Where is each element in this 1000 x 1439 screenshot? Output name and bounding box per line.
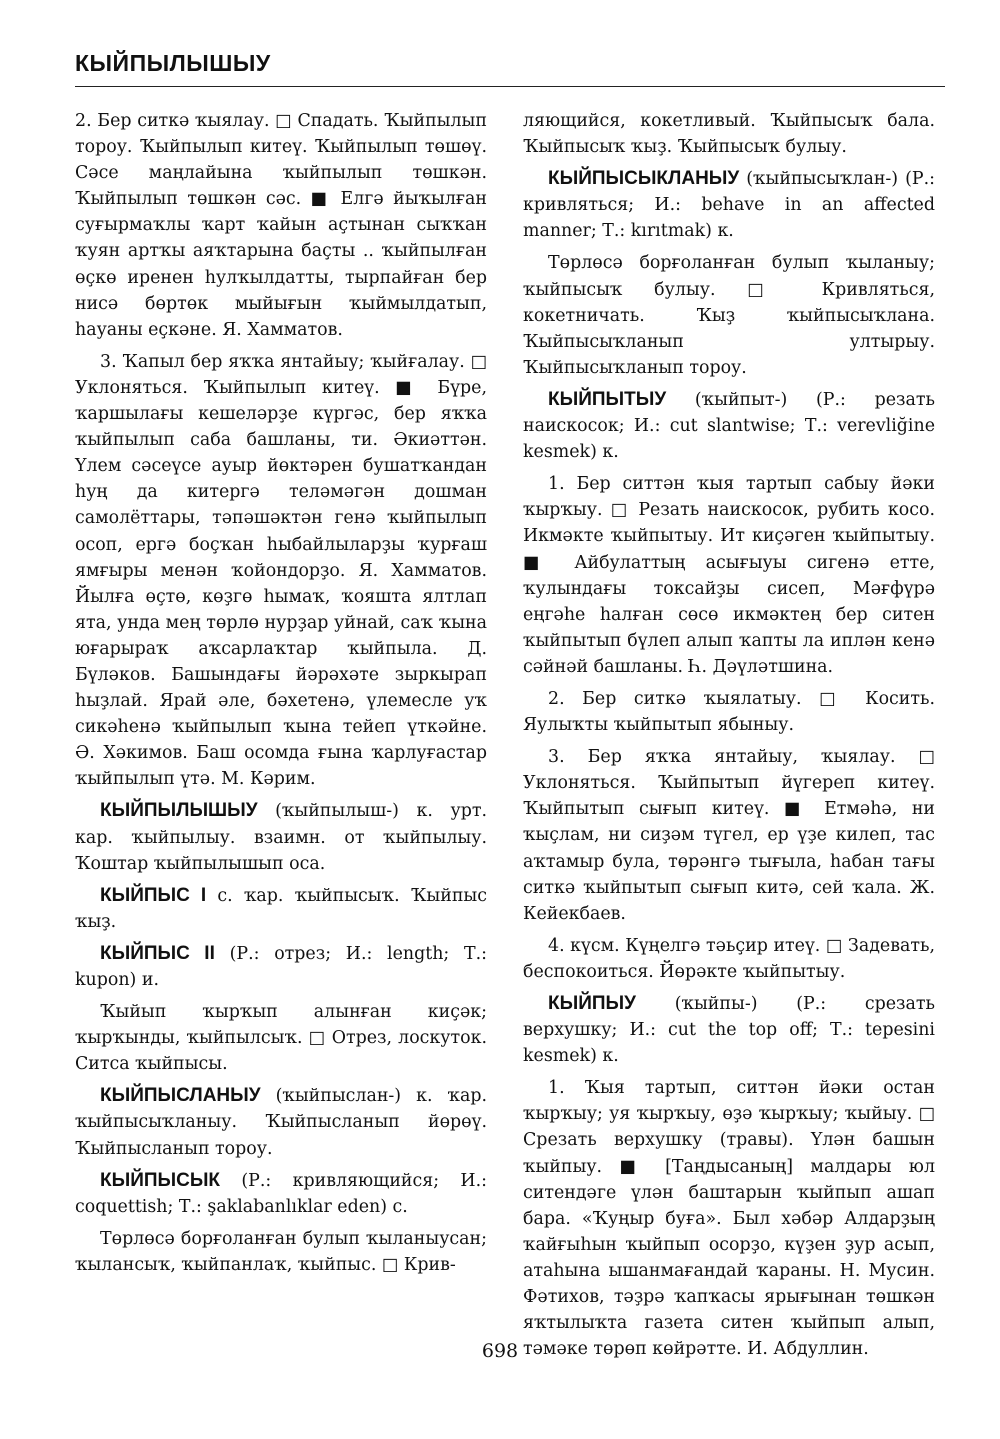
entry-text: 4. күсм. Күңелгә тәьҫир итеү. □ Задевать, беспокоиться. Йөрәкте ҡыйпытыу. [523,935,935,982]
entry-text: Төрлөсә борғоланған булып ҡыланыу; ҡыйпысыҡ булыу. □ Кривляться, кокетничать. Ҡыҙ ҡыйпысыҡлана. Ҡыйпысыҡланып ултырыу. Ҡыйпысыҡланып тороу. [523,253,935,378]
entry-paragraph [75,349,487,793]
entry-text: (ҡыйпы-) (Р.: срезать верхушку; И.: cut the top off; Т.: tepesini kesmek) к. [523,994,935,1067]
entry-text: 3. Бер яҡҡа янтайыу, ҡыялау. □ Уклоняться. Ҡыйпытып йүгереп китеү. Ҡыйпытып сығып китеү. ■ Етмәһә, ни ҡыҫлам, ни сиҙәм түгел, ер үҙе килеп, тас аҡтамыр була, төрәнгә тығыла, һабан тағы ситкә ҡыйпытып сығып китә, сей ҡала. Ж. Кейекбаев. [523,747,935,924]
headword: КЫЙПЫУ [548,993,636,1014]
entry-text: (Р.: кривляющийся; И.: coquettish; Т.: şaklabanlıklar eden) с. [75,1170,487,1217]
headword: КЫЙПЫЛЫШЫУ [100,800,258,822]
entry-paragraph [523,744,935,927]
dictionary-entry [75,883,487,935]
entry-text: 2. Бер ситкә ҡыялау. □ Спадать. Ҡыйпылып тороу. Ҡыйпылып китеү. Ҡыйпылып төшөү. Сәсе маңлайына ҡыйпылып төшкән. Ҡыйпылып төшкән сәс. ■ Елгә йыҡылған суғырмаҡлы ҡарт ҡайын аҫтынан сыҡҡан ҡуян артҡы аяҡтарына баҫты .. ҡыйпылған өҫкө иренен һулҡылдатты, тырпайған бер нисә бөртөк мыйығын ҡыймылдатып, һауаны еҫкәне. Я. Хамматов. [75,111,487,340]
entry-text: 2. Бер ситкә ҡыялатыу. □ Косить. Яулыҡты ҡыйпытып ябыныу. [523,688,935,736]
dictionary-entry [523,991,935,1069]
entry-text: 1. Бер ситтән ҡыя тартып сабыу йәки ҡырҡыу. □ Резать наискосок, рубить косо. Икмәкте ҡыйпытыу. Ит киҫәген ҡыйпытыу. ■ Айбулаттың асығыуы сигенә етте, ҡулындағы токсайҙы сисеп, Мәғфүрә еңгәһе һалған сөсө икмәктең бер ситен ҡыйпытып бүлеп алып ҡапты ла иплән кенә сәйнәй башланы. Һ. Дәүләтшина. [523,474,935,677]
headword: КЫЙПЫС I [100,884,207,906]
headword: КЫЙПЫСЫКЛАНЫУ [548,168,740,190]
entry-text: (ҡыйпыт-) (Р.: резать наискосок; И.: cut slantwise; Т.: verevliğine kesmek) к. [523,389,935,463]
entry-paragraph [523,1075,935,1362]
header-rule [75,86,945,87]
dictionary-entry [75,798,487,876]
entry-paragraph [75,999,487,1077]
left-column [75,108,487,1284]
dictionary-entry [523,166,935,244]
right-column [523,108,935,1368]
entry-text: (ҡыйпысыҡлан-) (Р.: кривляться; И.: behave in an affected manner; Т.: kırıtmak) к. [523,169,935,242]
entry-paragraph [523,933,935,985]
entry-text: (ҡыйпыслан-) к. ҡар. ҡыйпысыҡланыу. Ҡыйпысланып йөрөү. Ҡыйпысланып тороу. [75,1086,487,1159]
headword: КЫЙПЫТЫУ [548,388,667,410]
entry-paragraph [523,686,935,738]
entry-text: с. ҡар. ҡыйпысыҡ. Ҡыйпыс ҡыҙ. [75,885,487,932]
entry-text: ляющийся, кокетливый. Ҡыйпысыҡ бала. Ҡыйпысыҡ ҡыҙ. Ҡыйпысыҡ булыу. [523,111,935,158]
entry-text: Төрлөсә борғоланған булып ҡыланыусан; ҡылансыҡ, ҡыйпанлаҡ, ҡыйпыс. □ Крив- [75,1228,487,1275]
entry-paragraph [75,1226,487,1278]
entry-text: (ҡыйпылыш-) к. урт. кар. ҡыйпылыу. взаимн. от ҡыйпылыу. Ҡоштар ҡыйпылышып оса. [75,801,487,874]
dictionary-entry [75,941,487,993]
entry-text: 3. Ҡапыл бер яҡҡа янтайыу; ҡыйғалау. □ Уклоняться. Ҡыйпылып китеү. ■ Бүре, ҡаршылағы кешеләрҙе күргәс, бер яҡҡа ҡыйпылып саба башланы, ти. Әкиәттән. Үлем сәсеүсе ауыр йөктәрен бушатҡандан һуң да китергә теләмәгән дошман самолёттары, тәпәшәктән генә ҡыйпылып осоп, ергә боҫҡан һыбайлыларҙы ҡурғаш ямғыры менән ҡойондорҙо. Я. Хамматов. Йылға өҫтө, көҙгө һымаҡ, ҡояшта ялтлап ята, унда мең төрлө нурҙар уйнай, саҡ ҡына юғарыраҡ аҡсарлаҡтар ҡыйпыла. Д. Бүләков. Башындағы йәрәхәте зыркырап һыҙлай. Ярай әле, бәхетенә, үлемесле уҡ сикәһенә ҡыйпылып ҡына тейеп үткәйне. Ә. Хәкимов. Баш осомда ғына ҡарлуғастар ҡыйпылып үтә. М. Кәрим. [75,351,487,790]
entry-paragraph [75,108,487,343]
dictionary-entry [523,387,935,465]
dictionary-entry [75,1168,487,1220]
headword: КЫЙПЫСЫК [100,1169,221,1191]
running-header: КЫЙПЫЛЫШЫУ [75,50,271,76]
entry-paragraph [523,250,935,380]
dictionary-entry [75,1083,487,1161]
entry-text: (Р.: отрез; И.: length; Т.: kupon) и. [75,943,487,990]
headword: КЫЙПЫСЛАНЫУ [100,1085,261,1107]
entry-text: Ҡыйып ҡырҡып алынған киҫәк; ҡырҡынды, ҡыйпылсыҡ. □ Отрез, лоскуток. Ситса ҡыйпысы. [75,1002,487,1075]
entry-paragraph [523,471,935,680]
page-number: 698 [481,1340,519,1362]
entry-text: 1. Ҡыя тартып, ситтән йәки остан ҡырҡыу; уя ҡырҡыу, өҙә ҡырҡыу; ҡыйыу. □ Срезать верхушку (травы). Үлән башын ҡыйпыу. ■ [Таңдысаның] малдары юл ситендәге үлән баштарын ҡыйпып ашап бара. «Ҡуңыр буға». Был хәбәр Алдарҙың ҡайғыһын ҡыйпып осорҙо, күҙен ҙур асып, атаһына ышанмағандай ҡараны. Н. Мусин. Фәтихов, тәҙрә ҡапҡасы ярығынан төшкән яҡтылыҡта газета ситен ҡыйпып алып, тәмәке төрөп көйрәтте. И. Абдуллин. [523,1078,935,1360]
headword: КЫЙПЫС II [100,942,215,964]
entry-paragraph [523,108,935,160]
